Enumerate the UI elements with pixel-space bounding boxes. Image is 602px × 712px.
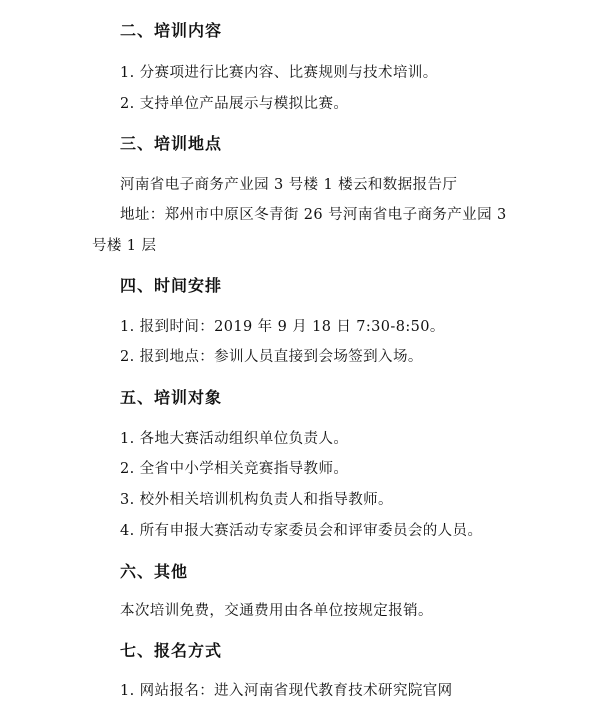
paragraph: 2. 支持单位产品展示与模拟比赛。 — [120, 96, 349, 112]
paragraph: 河南省电子商务产业园 3 号楼 1 楼云和数据报告厅 — [120, 177, 458, 193]
paragraph-continuation: 号楼 1 层 — [92, 238, 157, 254]
paragraph: 1. 报到时间：2019 年 9 月 18 日 7:30-8:50。 — [120, 319, 445, 335]
section-heading-other: 六、其他 — [120, 562, 189, 581]
section-heading-trainees: 五、培训对象 — [120, 388, 223, 407]
paragraph: 4. 所有申报大赛活动专家委员会和评审委员会的人员。 — [120, 523, 483, 539]
section-heading-registration: 七、报名方式 — [120, 641, 223, 660]
section-heading-training-content: 二、培训内容 — [120, 21, 223, 40]
paragraph: 1. 分赛项进行比赛内容、比赛规则与技术培训。 — [120, 65, 438, 81]
paragraph: 3. 校外相关培训机构负责人和指导教师。 — [120, 492, 393, 508]
paragraph: 2. 报到地点：参训人员直接到会场签到入场。 — [120, 349, 423, 365]
paragraph: 地址：郑州市中原区冬青街 26 号河南省电子商务产业园 3 — [120, 207, 507, 223]
paragraph: 1. 各地大赛活动组织单位负责人。 — [120, 431, 349, 447]
section-heading-training-location: 三、培训地点 — [120, 134, 223, 153]
paragraph: 2. 全省中小学相关竞赛指导教师。 — [120, 461, 349, 477]
paragraph: 本次培训免费，交通费用由各单位按规定报销。 — [120, 603, 433, 619]
paragraph: 1. 网站报名：进入河南省现代教育技术研究院官网 — [120, 683, 453, 699]
section-heading-schedule: 四、时间安排 — [120, 276, 223, 295]
